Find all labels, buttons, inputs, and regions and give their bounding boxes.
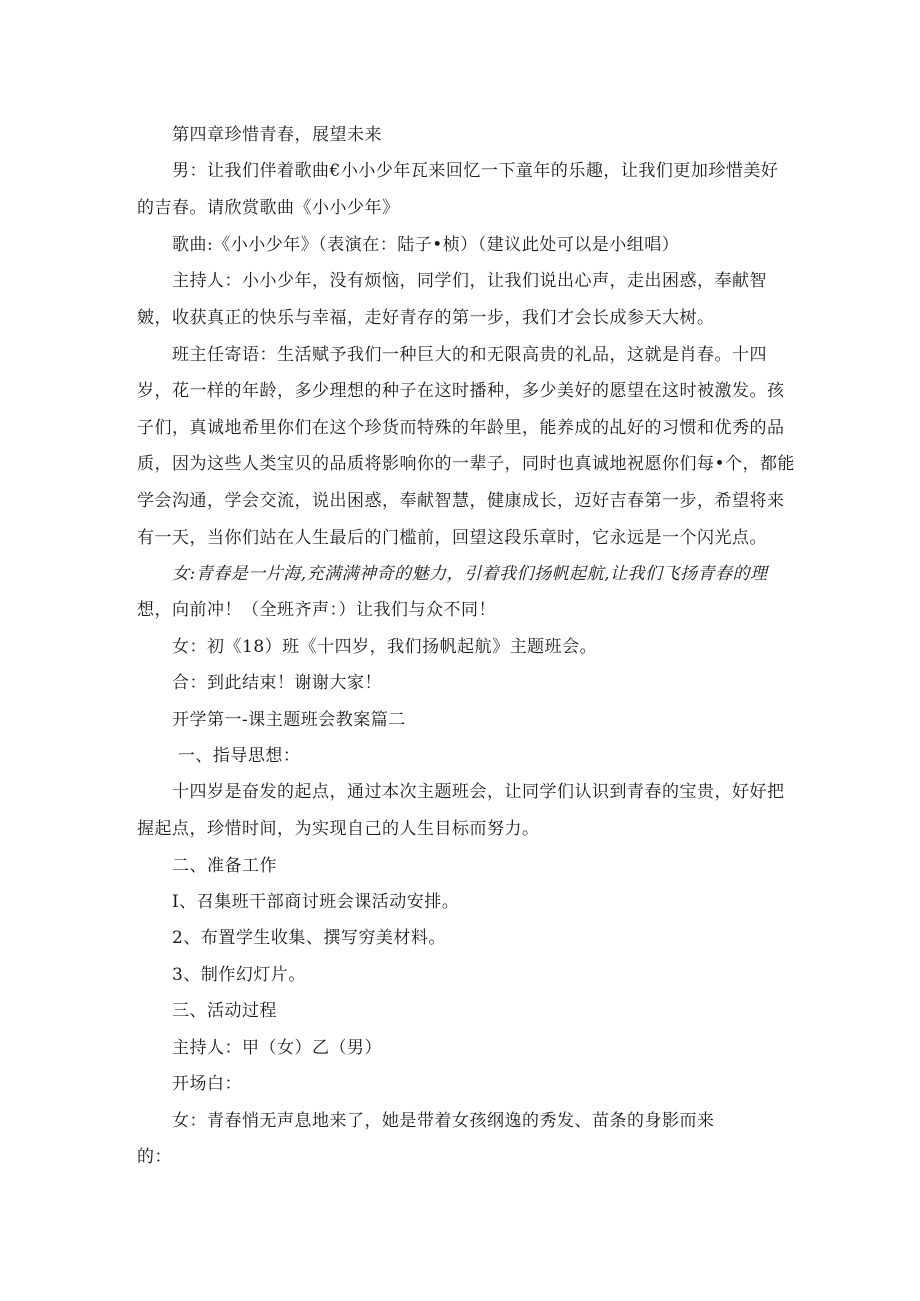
paragraph-line: 男：让我们伴着歌曲€小小少年瓦来回忆一下童年的乐趣，让我们更加珍惜美好 xyxy=(137,161,779,181)
paragraph-line: 学会沟通，学会交流，说出困惑，奉献智慧，健康成长，迈好吉春第一步，希望将来 xyxy=(137,491,785,511)
paragraph-line: 的吉春。请欣赏歌曲《小小少年》 xyxy=(137,198,400,218)
paragraph-line: 女：初《18）班《十四岁，我们扬帆起航》主题班会。 xyxy=(137,637,598,657)
section-title: 开学第一-课主题班会教案篇二 xyxy=(137,710,406,730)
paragraph-line: 歌曲:《小小少年》（表演在：陆子•桢）（建议此处可以是小组唱） xyxy=(137,235,680,255)
paragraph-line: 女：青春悄无声息地来了，她是带着女孩纲逸的秀发、苗条的身影而来 xyxy=(137,1111,715,1131)
paragraph-line: 的： xyxy=(137,1147,172,1167)
paragraph-line: 班主任寄语：生活赋予我们一种巨大的和无限高贵的礼品，这就是肖春。十四 xyxy=(137,345,767,365)
paragraph-line: 有一天，当你们站在人生最后的门槛前，回望这段乐章时，它永远是一个闪光点。 xyxy=(137,528,767,548)
paragraph-line: 想，向前冲！（全班齐声：）让我们与众不同！ xyxy=(137,600,496,620)
paragraph-line: 质，因为这些人类宝贝的品质将影响你的一辈子，同时也真诚地祝愿你们每•个，都能 xyxy=(137,454,796,474)
section-heading: 三、活动过程 xyxy=(137,1001,277,1021)
chapter-heading: 第四章珍惜青春，展望未来 xyxy=(137,125,382,145)
paragraph-line: 握起点，珍惜时间，为实现自己的人生目标而努力。 xyxy=(137,819,540,839)
paragraph-line: 主持人：甲（女）乙（男） xyxy=(137,1038,382,1058)
list-item: 3、制作幻灯片。 xyxy=(137,965,306,985)
paragraph-line: 子们，真诚地希里你们在这个珍货而特殊的年龄里，能养成的乩好的习惯和优秀的品 xyxy=(137,418,785,438)
paragraph-line: 皴，收获真正的快乐与幸福，走好青存的第一步，我们才会长成参天大树。 xyxy=(137,308,715,328)
paragraph-line: 岁，花一样的年龄，多少理想的种子在这时播种，多少美好的愿望在这时被激发。孩 xyxy=(137,381,785,401)
paragraph-line: 开场白： xyxy=(137,1074,242,1094)
section-heading: 二、准备工作 xyxy=(137,856,277,876)
paragraph-line: 女:青春是一片海,充满满神奇的魅力，引着我们扬帆起航,让我们飞扬青春的理 xyxy=(137,564,768,584)
section-heading: 一、指导思想： xyxy=(137,746,301,766)
list-item: I、召集班干部商讨班会课活动安排。 xyxy=(137,892,460,912)
paragraph-line: 十四岁是奋发的起点，通过本次主题班会，让同学们认识到青春的宝贵，好好把 xyxy=(137,782,785,802)
list-item: 2、布置学生收集、撰写穷美材料。 xyxy=(137,928,446,948)
paragraph-line: 合：到此结束！谢谢大家！ xyxy=(137,673,382,693)
paragraph-line: 主持人：小小少年，没有烦恼，同学们，让我们说出心声，走出困惑，奉献智 xyxy=(137,271,767,291)
